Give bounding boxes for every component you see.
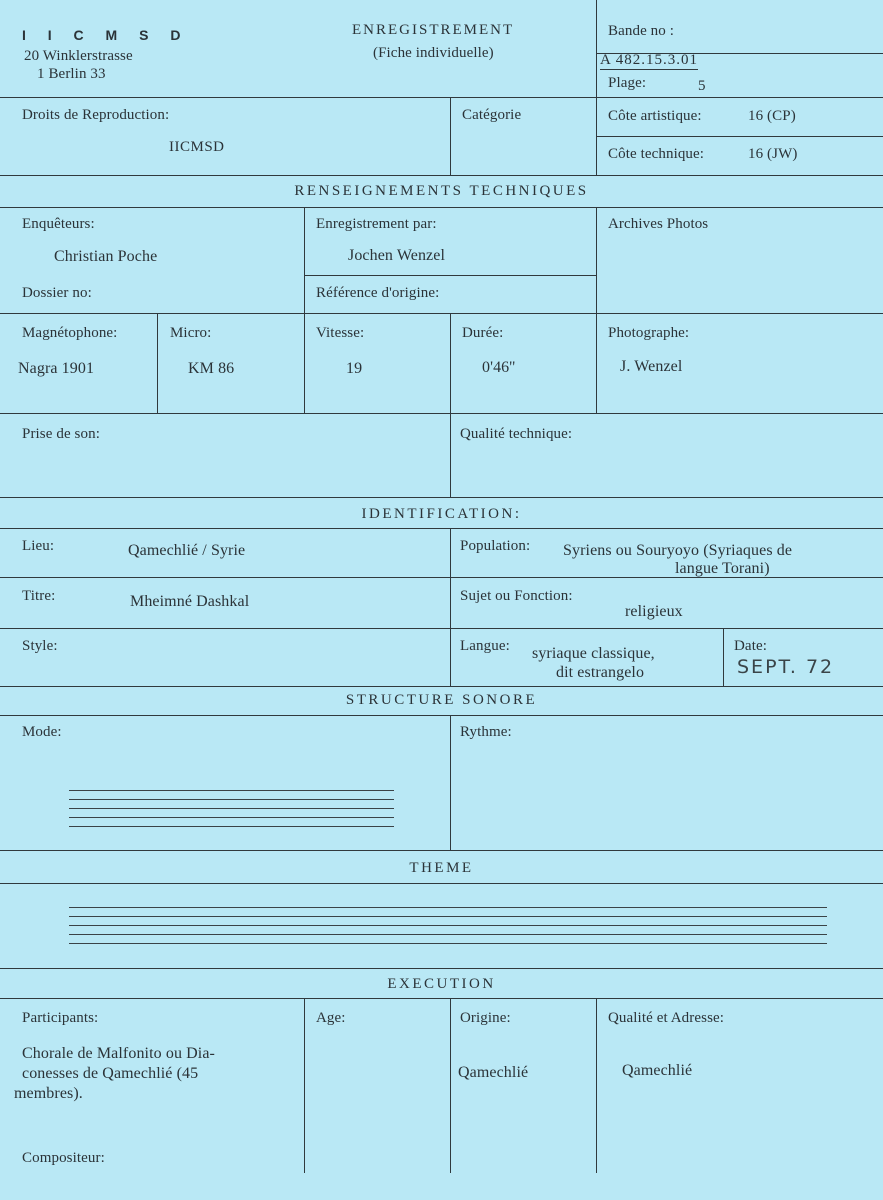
magnetophone-label: Magnétophone: (22, 325, 118, 341)
section-theme-title: THEME (409, 860, 474, 876)
qualite-technique-label: Qualité technique: (460, 426, 573, 442)
enregistrement-par-label: Enregistrement par: (316, 216, 437, 232)
theme-staff-line-2 (69, 916, 827, 917)
duree-label: Durée: (462, 325, 504, 341)
form-title: ENREGISTREMENT (352, 22, 515, 38)
langue-label: Langue: (460, 638, 510, 654)
mode-staff-line-2 (69, 799, 394, 800)
mode-staff-line-5 (69, 826, 394, 827)
bande-value: A 482.15.3.01 (600, 52, 699, 68)
population-label: Population: (460, 538, 531, 554)
enqueteurs-value: Christian Poche (54, 248, 158, 265)
mode-staff-line-3 (69, 808, 394, 809)
col-tech-2 (596, 207, 597, 413)
sujet-label: Sujet ou Fonction: (460, 588, 573, 604)
style-label: Style: (22, 638, 58, 654)
mode-staff-line-1 (69, 790, 394, 791)
col-duree (450, 313, 451, 413)
col-right-header (596, 0, 597, 175)
section-technical-title: RENSEIGNEMENTS TECHNIQUES (294, 183, 589, 199)
vitesse-value: 19 (346, 360, 363, 377)
col-tech-1 (304, 207, 305, 413)
rule-structure-title (0, 715, 883, 716)
rythme-label: Rythme: (460, 724, 512, 740)
age-label: Age: (316, 1010, 346, 1026)
prise-de-son-label: Prise de son: (22, 426, 100, 442)
bande-label: Bande no : (608, 23, 674, 39)
theme-staff-line-4 (69, 934, 827, 935)
duree-value: 0'46'' (482, 359, 516, 376)
col-exec-3 (596, 998, 597, 1173)
archives-photos-label: Archives Photos (608, 216, 709, 232)
enqueteurs-label: Enquêteurs: (22, 216, 95, 232)
cote-artistique-value: 16 (CP) (748, 108, 796, 124)
plage-value: 5 (698, 78, 706, 94)
categorie-label: Catégorie (462, 107, 522, 123)
droits-value: IICMSD (169, 139, 225, 155)
institute-logo: I I C M S D (22, 27, 190, 43)
lieu-label: Lieu: (22, 538, 55, 554)
rule-cote (596, 136, 883, 137)
col-categorie (450, 97, 451, 175)
magnetophone-value: Nagra 1901 (18, 360, 95, 377)
date-label: Date: (734, 638, 767, 654)
mode-label: Mode: (22, 724, 62, 740)
plage-label: Plage: (608, 75, 647, 91)
lieu-value: Qamechlié / Syrie (128, 542, 246, 559)
address-line-2: 1 Berlin 33 (37, 66, 106, 82)
qualite-adresse-label: Qualité et Adresse: (608, 1010, 725, 1026)
population-value-line2: langue Torani) (675, 560, 770, 577)
rule-theme-bottom (0, 968, 883, 969)
droits-label: Droits de Reproduction: (22, 107, 170, 123)
dossier-label: Dossier no: (22, 285, 92, 301)
section-execution-title: EXECUTION (387, 976, 496, 992)
qualite-adresse-value: Qamechlié (622, 1062, 693, 1079)
rule-prise-bottom (0, 497, 883, 498)
date-handwritten-value: SEPT. 72 (737, 656, 835, 678)
photographe-label: Photographe: (608, 325, 690, 341)
rule-titre-bottom (0, 628, 883, 629)
col-exec-1 (304, 998, 305, 1173)
vitesse-label: Vitesse: (316, 325, 365, 341)
titre-value: Mheimné Dashkal (130, 593, 250, 610)
micro-value: KM 86 (188, 360, 235, 377)
rule-execution-title (0, 998, 883, 999)
enregistrement-par-value: Jochen Wenzel (348, 247, 446, 264)
rule-enq-dossier (304, 275, 596, 276)
participants-label: Participants: (22, 1010, 99, 1026)
rule-structure-bottom (0, 850, 883, 851)
col-date (723, 628, 724, 686)
theme-staff-line-3 (69, 925, 827, 926)
col-rythme (450, 715, 451, 850)
micro-label: Micro: (170, 325, 212, 341)
rule-dossier-bottom (0, 313, 883, 314)
col-ident (450, 528, 451, 686)
rule-style-bottom (0, 686, 883, 687)
section-structure-title: STRUCTURE SONORE (345, 692, 538, 708)
rule-rights-bottom (0, 175, 883, 176)
cote-technique-label: Côte technique: (608, 146, 705, 162)
form-subtitle: (Fiche individuelle) (373, 45, 494, 61)
cote-artistique-label: Côte artistique: (608, 108, 702, 124)
titre-label: Titre: (22, 588, 56, 604)
rule-tech-title (0, 207, 883, 208)
section-identification-title: IDENTIFICATION: (361, 506, 522, 522)
langue-value-line2: dit estrangelo (556, 664, 645, 681)
rule-equipment-bottom (0, 413, 883, 414)
cote-technique-value: 16 (JW) (748, 146, 798, 162)
compositeur-label: Compositeur: (22, 1150, 105, 1166)
photographe-value: J. Wenzel (620, 358, 683, 375)
col-micro (157, 313, 158, 413)
population-value-line1: Syriens ou Souryoyo (Syriaques de (563, 542, 793, 559)
participants-line-3: membres). (14, 1085, 83, 1102)
theme-staff-line-1 (69, 907, 827, 908)
col-qualite (450, 413, 451, 497)
theme-staff-line-5 (69, 943, 827, 944)
rule-header-bottom (0, 97, 883, 98)
address-line-1: 20 Winklerstrasse (24, 48, 133, 64)
participants-line-1: Chorale de Malfonito ou Dia- (22, 1045, 215, 1062)
mode-staff-line-4 (69, 817, 394, 818)
rule-ident-title (0, 528, 883, 529)
reference-label: Référence d'origine: (316, 285, 440, 301)
participants-line-2: conesses de Qamechlié (45 (22, 1065, 199, 1082)
sujet-value: religieux (625, 603, 683, 620)
rule-theme-title (0, 883, 883, 884)
col-exec-2 (450, 998, 451, 1173)
origine-label: Origine: (460, 1010, 511, 1026)
origine-value: Qamechlié (458, 1064, 529, 1081)
langue-value-line1: syriaque classique, (532, 645, 655, 662)
